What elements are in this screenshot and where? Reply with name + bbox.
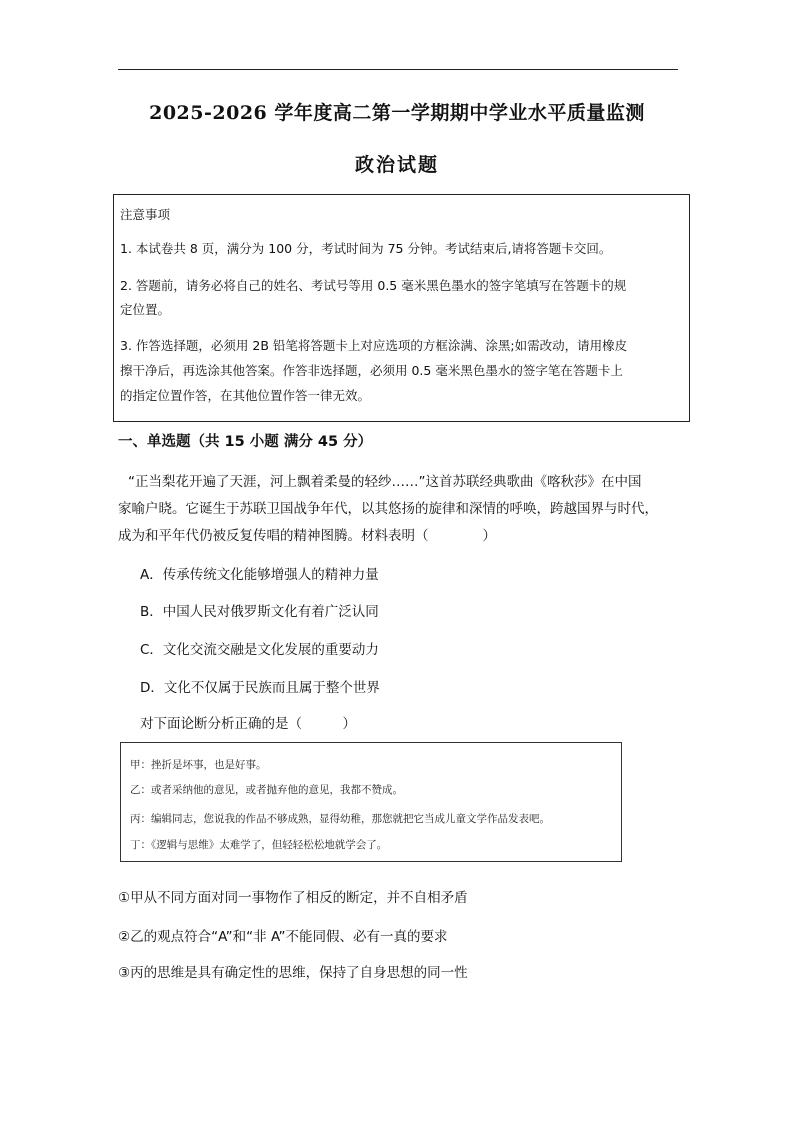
question1-stem-line-3: 成为和平年代仍被反复传唱的精神图腾。材料表明（ ） — [118, 528, 496, 544]
material-line-ding: 丁：《逻辑与思维》太难学了，但轻轻松松地就学会了。 — [130, 839, 388, 851]
material-box — [120, 742, 622, 862]
material-line-yi: 乙：或者采纳他的意见，或者抛弃他的意见，我都不赞成。 — [130, 784, 403, 796]
statement-3: ③丙的思维是具有确定性的思维，保持了自身思想的同一性 — [118, 965, 468, 981]
exam-title: 2025-2026 学年度高二第一学期期中学业水平质量监测 — [149, 102, 645, 124]
exam-subtitle: 政治试题 — [354, 154, 439, 176]
statement-2: ②乙的观点符合“A”和“非 A”不能同假、必有一真的要求 — [118, 929, 448, 945]
question1-stem-line-1: “正当梨花开遍了天涯，河上飘着柔曼的轻纱……”这首苏联经典歌曲《喀秋莎》在中国 — [128, 474, 642, 490]
question2-stem: 对下面论断分析正确的是（ ） — [140, 716, 356, 732]
question1-option-d[interactable]: D．文化不仅属于民族而且属于整个世界 — [140, 680, 380, 696]
question1-option-b[interactable]: B．中国人民对俄罗斯文化有着广泛认同 — [140, 604, 379, 620]
notice-box — [113, 194, 690, 422]
notice-line-5: 擦干净后，再选涂其他答案。作答非选择题，必须用 0.5 毫米黑色墨水的签字笔在答题卡上 — [120, 363, 623, 378]
question1-option-a[interactable]: A．传承传统文化能够增强人的精神力量 — [140, 567, 379, 583]
statement-1: ①甲从不同方面对同一事物作了相反的断定，并不自相矛盾 — [118, 890, 468, 906]
question1-stem-line-2: 家喻户晓。它诞生于苏联卫国战争年代，以其悠扬的旋律和深情的呼唤，跨越国界与时代， — [118, 501, 658, 517]
material-line-bing: 丙：编辑同志，您说我的作品不够成熟，显得幼稚，那您就把它当成儿童文学作品发表吧。 — [130, 813, 550, 825]
notice-heading: 注意事项 — [120, 207, 171, 222]
section-heading: 一、单选题（共 15 小题 满分 45 分） — [118, 434, 373, 450]
notice-line-2: 2. 答题前，请务必将自己的姓名、考试号等用 0.5 毫米黑色墨水的签字笔填写在答题卡的规 — [120, 278, 627, 293]
material-line-jia: 甲：挫折是坏事，也是好事。 — [130, 759, 267, 771]
question1-option-c[interactable]: C．文化交流交融是文化发展的重要动力 — [140, 642, 379, 658]
notice-line-6: 的指定位置作答，在其他位置作答一律无效。 — [120, 388, 371, 403]
notice-line-4: 3. 作答选择题，必须用 2B 铅笔将答题卡上对应选项的方框涂满、涂黑;如需改动，请用橡皮 — [120, 338, 628, 353]
notice-line-3: 定位置。 — [120, 302, 171, 317]
header-rule — [118, 69, 678, 70]
notice-line-1: 1. 本试卷共 8 页，满分为 100 分，考试时间为 75 分钟。考试结束后,请将答题卡交回。 — [120, 241, 612, 256]
